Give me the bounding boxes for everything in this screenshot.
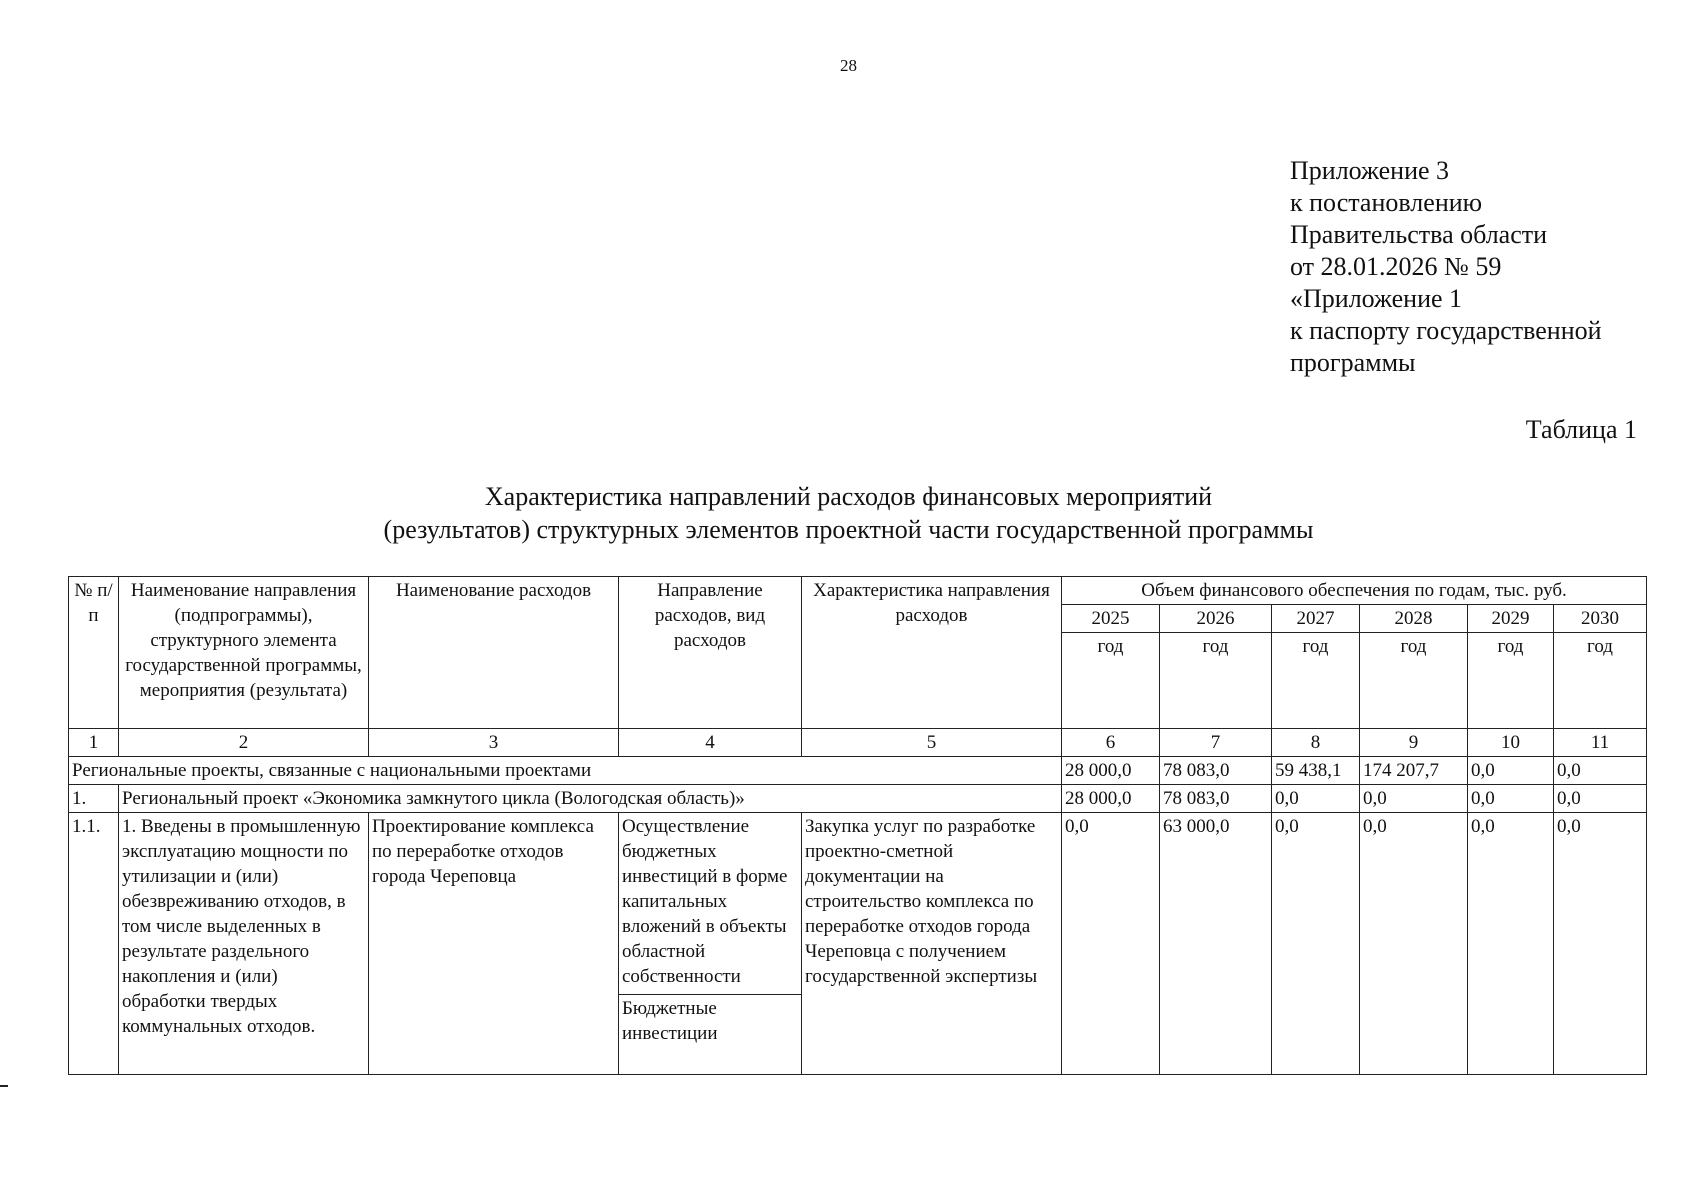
header-year-unit: год <box>1554 633 1647 729</box>
direction-characteristic: Закупка услуг по разработке проектно-сметной документации на строительство комплекса по переработке отходов города Череповца с получением государственной экспертизы <box>802 813 1062 1075</box>
header-year: 2030 <box>1554 605 1647 633</box>
value-cell: 0,0 <box>1554 757 1647 785</box>
header-year: 2028 <box>1360 605 1468 633</box>
table-row-item-1-1 <box>69 813 1647 995</box>
value-cell: 78 083,0 <box>1160 785 1272 813</box>
margin-mark <box>0 1085 8 1087</box>
column-number: 1 <box>69 729 119 757</box>
column-number: 5 <box>802 729 1062 757</box>
appendix-line: Правительства области <box>1290 220 1548 249</box>
title-line-2: (результатов) структурных элементов проектной части государственной программы <box>383 515 1314 544</box>
header-expense-name: Наименование расходов <box>369 577 619 729</box>
page-number: 28 <box>840 56 857 75</box>
title-line-1: Характеристика направлений расходов финансовых мероприятий <box>484 482 1213 511</box>
value-cell: 28 000,0 <box>1062 785 1160 813</box>
header-year: 2027 <box>1272 605 1360 633</box>
header-year-unit: год <box>1160 633 1272 729</box>
document-title <box>0 480 1697 546</box>
value-cell: 0,0 <box>1360 813 1468 1075</box>
value-cell: 0,0 <box>1554 813 1647 1075</box>
column-number: 8 <box>1272 729 1360 757</box>
value-cell: 0,0 <box>1468 813 1554 1075</box>
value-cell: 0,0 <box>1360 785 1468 813</box>
value-cell: 0,0 <box>1554 785 1647 813</box>
appendix-line: к постановлению <box>1290 188 1483 217</box>
project-label: Региональный проект «Экономика замкнутого цикла (Вологодская область)» <box>119 785 1062 813</box>
column-number: 3 <box>369 729 619 757</box>
appendix-line: «Приложение 1 <box>1290 284 1463 313</box>
column-number: 9 <box>1360 729 1468 757</box>
column-number: 4 <box>619 729 802 757</box>
header-direction-name: Наименование направления (подпрограммы), структурного элемента государственной программы, мероприятия (результата) <box>119 577 369 729</box>
column-number: 2 <box>119 729 369 757</box>
result-name: 1. Введены в промышленную эксплуатацию мощности по утилизации и (или) обезвреживанию отходов, в том числе выделенных в результате раздельного накопления и (или) обработки твердых коммунальных отходов. <box>119 813 369 1075</box>
header-year: 2026 <box>1160 605 1272 633</box>
row-number: 1.1. <box>69 813 119 1075</box>
value-cell: 0,0 <box>1272 813 1360 1075</box>
header-year: 2025 <box>1062 605 1160 633</box>
table-label: Таблица 1 <box>1525 415 1637 444</box>
regional-projects-label: Региональные проекты, связанные с национальными проектами <box>69 757 1062 785</box>
value-cell: 28 000,0 <box>1062 757 1160 785</box>
value-cell: 0,0 <box>1468 757 1554 785</box>
header-year-unit: год <box>1062 633 1160 729</box>
value-cell: 0,0 <box>1468 785 1554 813</box>
header-expense-direction: Направление расходов, вид расходов <box>619 577 802 729</box>
header-year-unit: год <box>1272 633 1360 729</box>
table-row-regional-projects <box>69 757 1647 785</box>
value-cell: 78 083,0 <box>1160 757 1272 785</box>
column-number: 6 <box>1062 729 1160 757</box>
value-cell: 0,0 <box>1062 813 1160 1075</box>
appendix-line: от 28.01.2026 № 59 <box>1290 252 1502 281</box>
header-characteristic: Характеристика направления расходов <box>802 577 1062 729</box>
value-cell: 174 207,7 <box>1360 757 1468 785</box>
expense-name: Проектирование комплекса по переработке отходов города Череповца <box>369 813 619 1075</box>
expense-type: Бюджетные инвестиции <box>619 995 802 1075</box>
header-year-unit: год <box>1468 633 1554 729</box>
value-cell: 59 438,1 <box>1272 757 1360 785</box>
header-year-unit: год <box>1360 633 1468 729</box>
column-number: 10 <box>1468 729 1554 757</box>
financing-table <box>68 576 1647 1075</box>
header-number: № п/п <box>69 577 119 729</box>
appendix-line: Приложение 3 <box>1290 156 1450 185</box>
column-number: 7 <box>1160 729 1272 757</box>
value-cell: 63 000,0 <box>1160 813 1272 1075</box>
header-year: 2029 <box>1468 605 1554 633</box>
table-row-project-1 <box>69 785 1647 813</box>
appendix-block <box>1290 155 1602 379</box>
appendix-line: к паспорту государственной <box>1290 316 1602 345</box>
value-cell: 0,0 <box>1272 785 1360 813</box>
row-number: 1. <box>69 785 119 813</box>
expense-direction: Осуществление бюджетных инвестиций в форме капитальных вложений в объекты областной собственности <box>619 813 802 995</box>
appendix-line: программы <box>1290 348 1416 377</box>
header-financing-volume: Объем финансового обеспечения по годам, тыс. руб. <box>1062 577 1647 605</box>
column-number: 11 <box>1554 729 1647 757</box>
